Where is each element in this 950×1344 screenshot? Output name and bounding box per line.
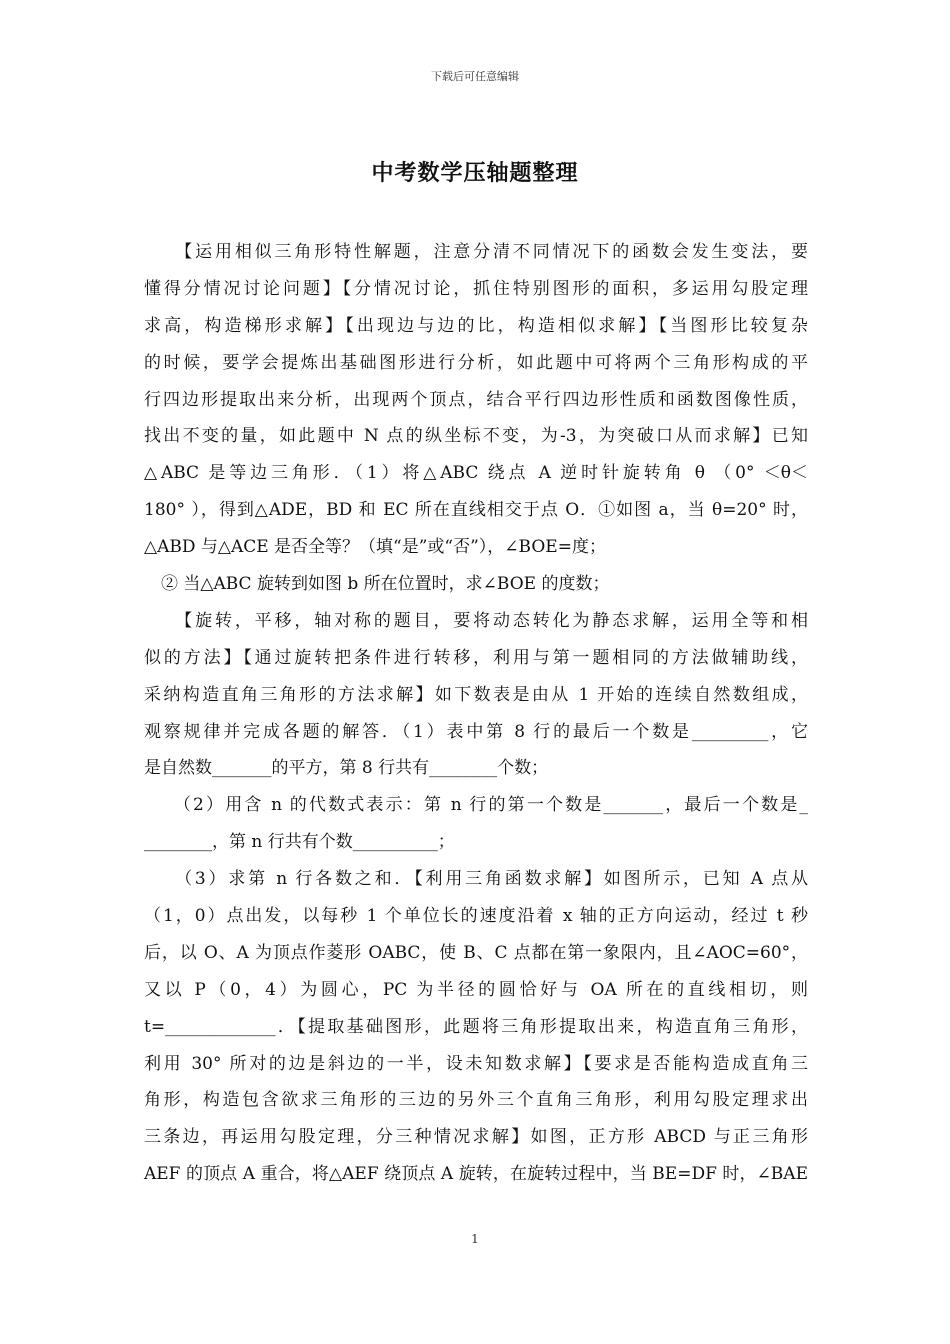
page-number: 1 [471,1232,479,1246]
text-line: 似的方法】【通过旋转把条件进行转移，利用与第一题相同的方法做辅助线， [144,647,808,668]
text-line: 180° ），得到△ADE，BD 和 EC 所在直线相交于点 O．①如图 a，当 θ=20° 时， [144,500,808,521]
text-line: AEF 的顶点 A 重合，将△AEF 绕顶点 A 旋转，在旋转过程中，当 BE=DF 时，∠BAE [144,1164,808,1185]
text-line: （3）求第 n 行各数之和．【利用三角函数求解】如图所示，已知 A 点从 [144,869,808,890]
text-line: 采纳构造直角三角形的方法求解】如下数表是由从 1 开始的连续自然数组成， [144,684,808,705]
page-header: 下载后可任意编辑 [431,70,519,83]
text-line: 的时候，要学会提炼出基础图形进行分析，如此题中可将两个三角形构成的平 [144,352,808,373]
text-line: 【运用相似三角形特性解题，注意分清不同情况下的函数会发生变法，要 [144,242,808,262]
text-line: 三条边，再运用勾股定理，分三种情况求解】如图，正方形 ABCD 与正三角形 [144,1127,808,1148]
document-body [144,234,808,1193]
text-line: （1，0）点出发，以每秒 1 个单位长的速度沿着 x 轴的正方向运动，经过 t 秒 [144,906,808,927]
text-line: t=_____________．【提取基础图形，此题将三角形提取出来，构造直角三角形， [144,1016,808,1037]
text-line: 找出不变的量，如此题中 N 点的纵坐标不变，为-3，为突破口从而求解】已知 [144,426,808,447]
text-line: 行四边形提取出来分析，出现两个顶点，结合平行四边形性质和函数图像性质， [144,389,808,410]
text-line: 后，以 O、A 为顶点作菱形 OABC，使 B、C 点都在第一象限内，且∠AOC=60°， [144,942,808,963]
text-line: 懂得分情况讨论问题】【分情况讨论，抓住特别图形的面积，多运用勾股定理 [144,278,808,299]
text-line: ________，第 n 行共有个数__________； [144,832,455,853]
text-line: （2）用含 n 的代数式表示：第 n 行的第一个数是_______，最后一个数是_ [144,795,808,816]
text-line: 又以 P（0，4）为圆心，PC 为半径的圆恰好与 OA 所在的直线相切，则 [144,979,808,1000]
text-line: △ABC 是等边三角形．（1）将△ABC 绕点 A 逆时针旋转角 θ （0° ＜θ＜ [144,463,808,484]
text-line: 观察规律并完成各题的解答．（1）表中第 8 行的最后一个数是_________，它 [144,721,808,742]
text-line: ② 当△ABC 旋转到如图 b 所在位置时，求∠BOE 的度数； [144,574,610,595]
text-line: 利用 30° 所对的边是斜边的一半，设未知数求解】【要求是否能构造成直角三 [144,1053,808,1074]
text-line: 是自然数_______的平方，第 8 行共有________个数； [144,758,549,779]
text-line: 【旋转，平移，轴对称的题目，要将动态转化为静态求解，运用全等和相 [144,610,808,631]
text-line: △ABD 与△ACE 是否全等？（填“是”或“否”），∠BOE=度； [144,537,606,558]
text-line: 角形，构造包含欲求三角形的三边的另外三个直角三角形，利用勾股定理求出 [144,1090,808,1111]
text-line: 求高，构造梯形求解】【出现边与边的比，构造相似求解】【当图形比较复杂 [144,315,808,336]
page-title: 中考数学压轴题整理 [371,161,579,186]
